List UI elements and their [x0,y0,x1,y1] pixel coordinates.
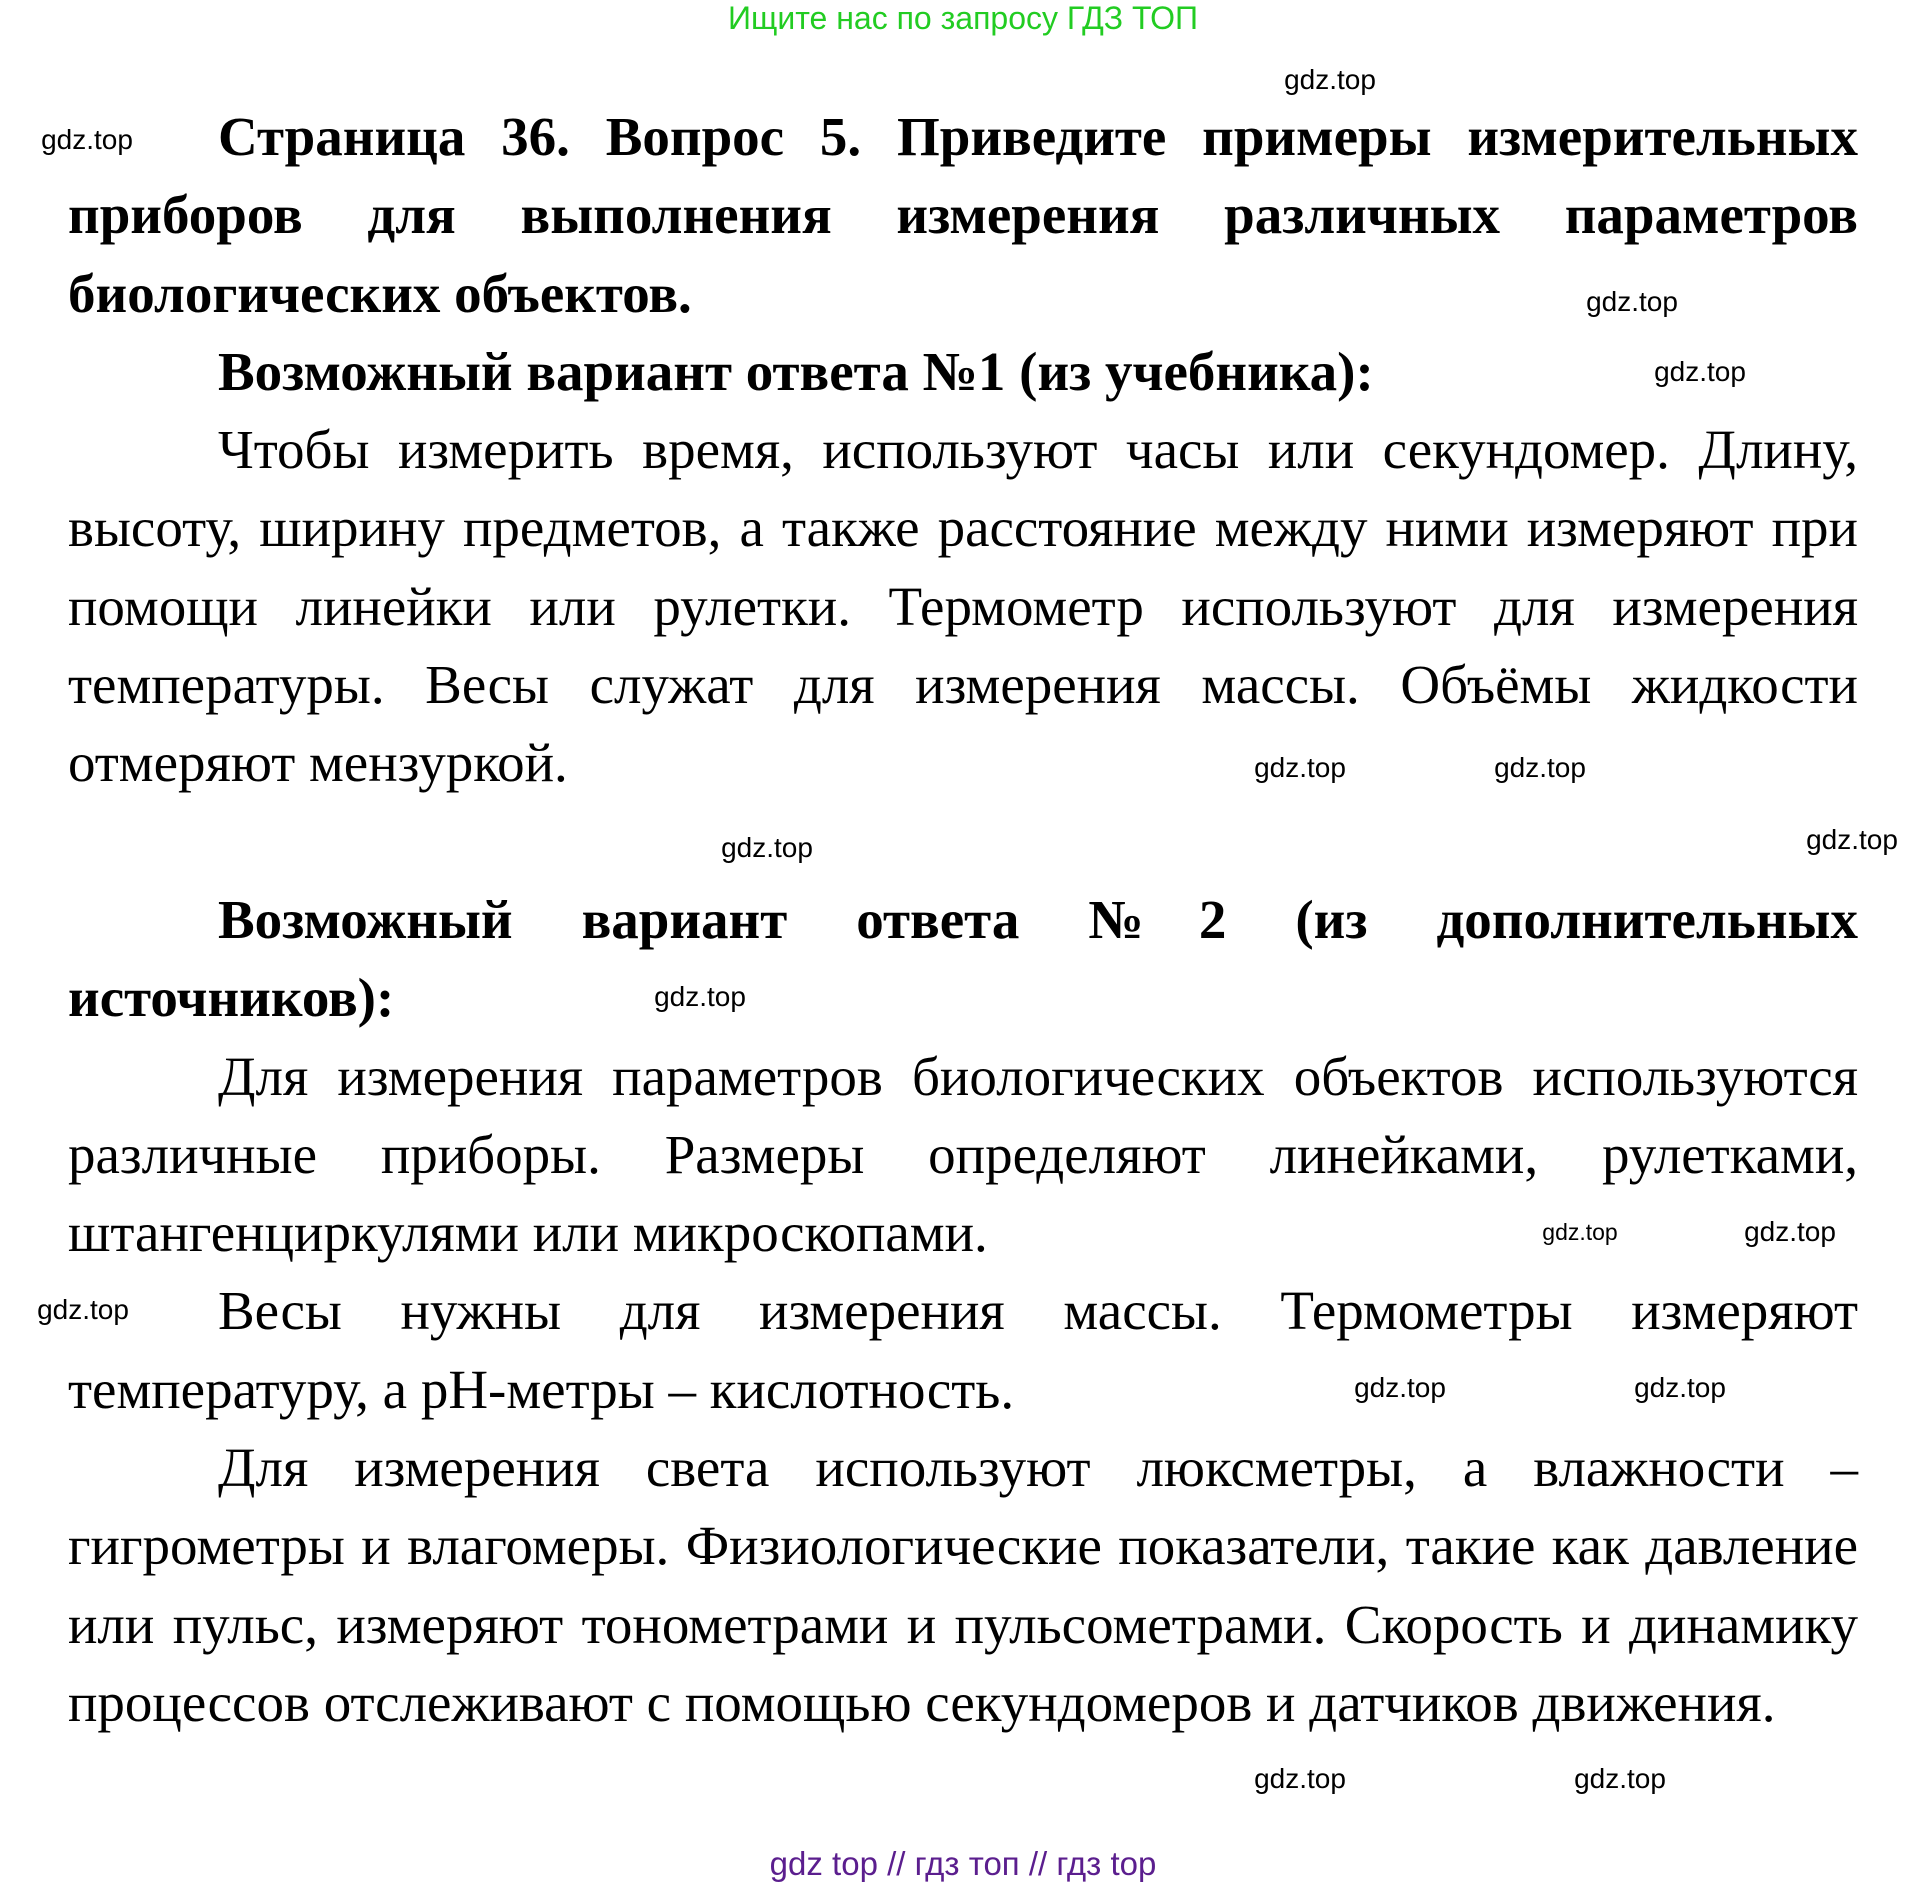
watermark: gdz.top [1574,1763,1666,1794]
watermark: gdz.top [1586,286,1678,317]
watermark: gdz.top [41,124,133,155]
watermark: gdz.top [1634,1372,1726,1403]
answer2-heading: Возможный вариант ответа №2 (из дополнительных источников): [68,888,1858,1029]
watermark: gdz.top [1284,64,1376,95]
answer-document [68,98,1858,1742]
answer2-paragraph: Весы нужны для измерения массы. Термометры измеряют температуру, а pH-метры – кислотность. [68,1280,1858,1420]
answer2-paragraph: Для измерения параметров биологических объектов используются различные приборы. Размеры определяют линейками, рулетками, штангенциркулями или микроскопами. [68,1045,1858,1264]
top-banner: Ищите нас по запросу ГДЗ ТОП [728,0,1198,36]
watermark: gdz.top [654,981,746,1012]
watermark: gdz.top [1744,1216,1836,1247]
paragraph-gap [68,803,1858,881]
watermark: gdz.top [1494,752,1586,783]
watermark: gdz.top [721,832,813,863]
question-title: Страница 36. Вопрос 5. Приведите примеры измерительных приборов для выполнения измерения различных параметров биологических объектов. [68,106,1858,324]
watermark: gdz.top [1542,1219,1618,1245]
bottom-banner: gdz top // гдз топ // гдз top [769,1845,1157,1882]
answer2-paragraph: Для измерения света используют люксметры, а влажности – гигрометры и влагомеры. Физиологические показатели, такие как давление или пульс, измеряют тонометрами и пульсометрами. Скорость и динамику процессов отслеживают с помощью секундомеров и датчиков движения. [68,1437,1858,1733]
watermark: gdz.top [1354,1372,1446,1403]
answer1-heading: Возможный вариант ответа №1 (из учебника): [218,340,1374,402]
answer1-text: Чтобы измерить время, используют часы или секундомер. Длину, высоту, ширину предметов, а также расстояние между ними измеряют при помощи линейки или рулетки. Термометр используют для измерения температуры. Весы служат для измерения массы. Объёмы жидкости отмеряют мензуркой. [68,419,1858,794]
watermark: gdz.top [1806,824,1898,855]
watermark: gdz.top [1654,356,1746,387]
watermark: gdz.top [37,1294,129,1325]
watermark: gdz.top [1254,1763,1346,1794]
watermark: gdz.top [1254,752,1346,783]
